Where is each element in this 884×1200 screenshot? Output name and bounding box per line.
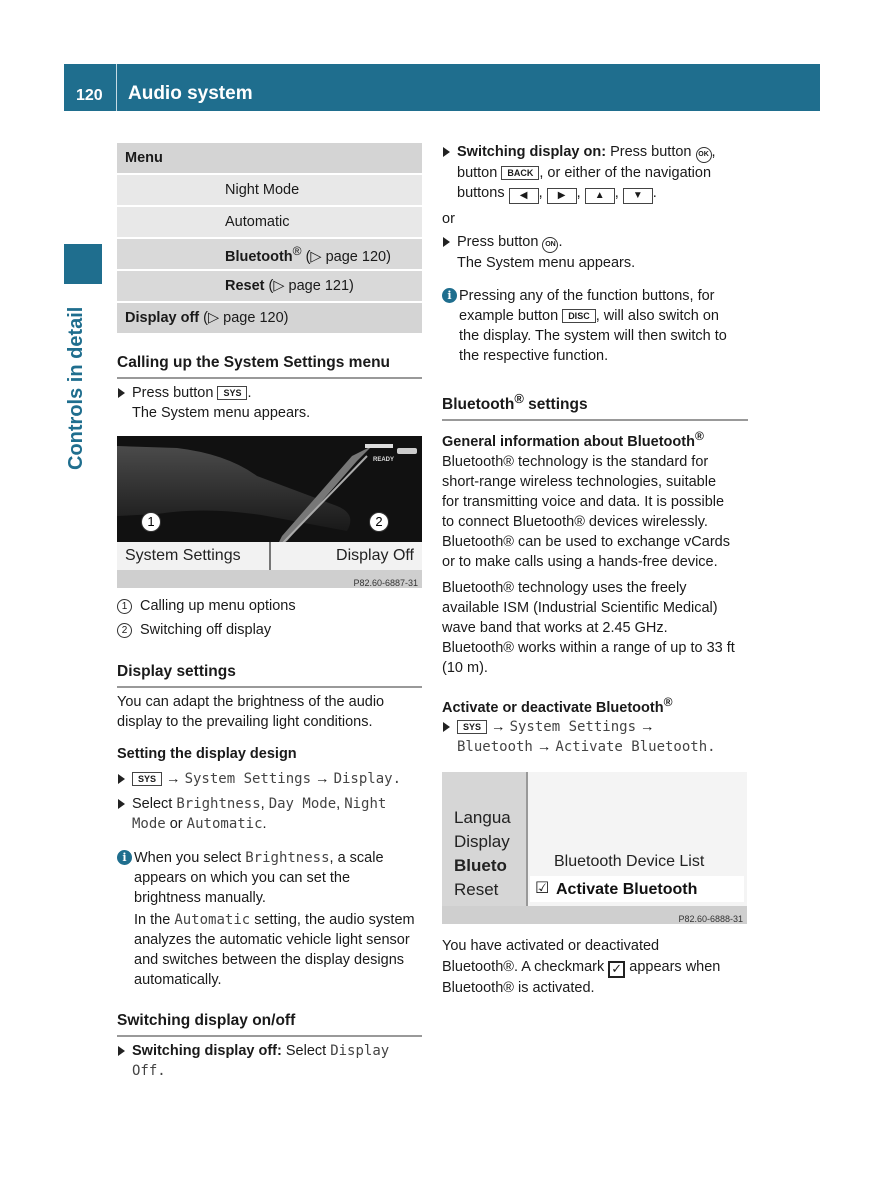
step-result: The System menu appears. <box>132 405 311 421</box>
note-text: , a scale <box>329 850 384 866</box>
menu-option: Day Mode <box>268 796 337 812</box>
step-bold: Switching display off: <box>132 1043 282 1059</box>
screen-menu-list <box>454 806 511 902</box>
side-tab-marker <box>64 244 102 284</box>
cell-label: Reset <box>225 278 265 294</box>
image-caption-bar <box>442 906 747 924</box>
step-result: The System menu appears. <box>457 255 636 271</box>
arrow-text: → <box>636 719 655 735</box>
info-note-brightness <box>117 848 439 990</box>
menu-path: Bluetooth <box>457 739 533 755</box>
result-line: Bluetooth® is activated. <box>442 980 595 996</box>
paragraph-line: to connect Bluetooth® devices wirelessly. <box>442 514 708 530</box>
menu-header-cell: Menu <box>117 143 422 174</box>
bluetooth-paragraph-2 <box>442 578 752 678</box>
ok-button-icon: OK <box>696 147 712 163</box>
step-text: Select <box>132 796 177 812</box>
note-text: When you select <box>134 850 246 866</box>
note-text: brightness manually. <box>134 890 266 906</box>
checkmark-icon: ✓ <box>608 961 625 978</box>
menu-option: Automatic <box>186 816 263 832</box>
cell-label: Bluetooth <box>225 248 293 265</box>
step-text: Press button <box>457 234 543 250</box>
display-intro <box>117 692 422 732</box>
result-line: You have activated or deactivated <box>442 938 660 954</box>
callout-1: 1 <box>141 512 161 532</box>
menu-cell-display-off <box>117 302 422 334</box>
paragraph-line: Bluetooth® technology is the standard for <box>442 454 709 470</box>
on-button-icon: ON <box>542 237 558 253</box>
note-text: the display. The system will then switch to <box>459 328 727 344</box>
note-text: and switches between the display designs <box>134 952 405 968</box>
subheading-general-bluetooth <box>442 426 704 452</box>
table-row <box>117 174 422 206</box>
legend-text: Switching off display <box>140 622 272 638</box>
step-text: or <box>165 816 187 832</box>
intro-line: You can adapt the brightness of the audio <box>117 694 385 710</box>
disc-key-icon: DISC <box>562 309 596 323</box>
menu-cell-automatic: Automatic <box>117 206 422 238</box>
screen-menu-item: Display <box>454 832 510 851</box>
callout-2: 2 <box>369 512 389 532</box>
subheading-display-design: Setting the display design <box>117 746 297 762</box>
heading-text: Activate or deactivate Bluetooth <box>442 699 664 716</box>
step-press-on: Press button ON . The System menu appears. <box>442 232 763 273</box>
section-heading-switching: Switching display on/off <box>117 1011 422 1037</box>
registered-mark: ® <box>663 695 673 709</box>
callout-legend-2 <box>117 620 271 640</box>
menu-option: Brightness <box>245 850 330 866</box>
callout-number-icon: 1 <box>117 599 132 614</box>
result-line: Bluetooth®. A checkmark <box>442 959 609 975</box>
paragraph-line: Bluetooth® technology uses the freely <box>442 580 687 596</box>
softkey-display-off: Display Off <box>336 547 414 564</box>
ready-indicator: READY <box>372 457 394 463</box>
screen-item-activate-label: Activate Bluetooth <box>556 881 698 898</box>
screen-item-device-list: Bluetooth Device List <box>554 853 705 870</box>
step-text: Press button <box>132 385 218 401</box>
menu-option: Brightness <box>176 796 261 812</box>
image-code: P82.60-6888-31 <box>678 914 743 924</box>
menu-option: Mode <box>132 816 166 832</box>
step-bold: Switching display on: <box>457 144 607 160</box>
menu-cell-night-mode: Night Mode <box>117 174 422 206</box>
section-heading-display-settings: Display settings <box>117 662 422 688</box>
step-text: Select <box>281 1043 331 1059</box>
checkbox-icon: ☑ <box>535 880 550 897</box>
registered-mark: ® <box>514 391 524 406</box>
table-row <box>117 270 422 302</box>
screen-menu-item: Reset <box>454 880 499 899</box>
heading-text: General information about Bluetooth <box>442 433 695 450</box>
result-line: appears when <box>625 959 721 975</box>
table-row <box>117 143 422 174</box>
menu-option: Automatic <box>174 912 251 928</box>
bluetooth-paragraph-1 <box>442 452 752 572</box>
paragraph-line: wave band that works at 2.45 GHz. <box>442 620 668 636</box>
note-text: , will also switch on <box>595 308 719 324</box>
arrow-text: → <box>487 719 510 735</box>
note-paragraph <box>134 910 439 930</box>
arrow-text: → <box>532 739 556 755</box>
step-switch-off <box>117 1041 432 1081</box>
screen-menu-item: Langua <box>454 808 511 827</box>
arrow-text: → <box>311 771 334 787</box>
section-heading-bluetooth <box>442 389 748 421</box>
page-title: Audio system <box>128 83 253 104</box>
menu-option: Off. <box>132 1063 166 1079</box>
back-key-icon: BACK <box>501 166 539 180</box>
nav-left-icon: ◀ <box>509 188 539 204</box>
menu-path: System Settings <box>184 771 312 787</box>
menu-path: Display. <box>333 771 402 787</box>
menu-table <box>117 143 422 335</box>
step-switch-on: Switching display on: Press button OK , button BACK , or either of the navigation buttons ◀ , ▶ , ▲ , ▼ . <box>442 142 763 204</box>
subheading-activate-bluetooth <box>442 692 672 718</box>
menu-cell-reset <box>117 270 422 302</box>
nav-right-icon: ▶ <box>547 188 577 204</box>
callout-number-icon: 2 <box>117 623 132 638</box>
note-text: automatically. <box>134 972 222 988</box>
heading-text: settings <box>523 396 588 414</box>
menu-path: System Settings <box>509 719 637 735</box>
paragraph-line: for transmitting voice and data. It is possible <box>442 494 725 510</box>
sys-key-icon: SYS <box>457 720 487 734</box>
paragraph-line: short-range wireless technologies, suitable <box>442 474 717 490</box>
note-text: In the <box>134 912 175 928</box>
image-caption-bar <box>117 570 422 588</box>
step-press-sys: Press button SYS . The System menu appears. <box>117 383 422 423</box>
note-text: setting, the audio system <box>250 912 415 928</box>
bluetooth-result-text <box>442 936 748 999</box>
note-text: analyzes the automatic vehicle light sensor <box>134 932 410 948</box>
screen-softkey-bar <box>117 542 422 570</box>
note-text: Pressing any of the function buttons, for <box>459 288 715 304</box>
system-screen-image <box>117 436 422 588</box>
header-separator <box>116 64 117 111</box>
table-row <box>117 238 422 270</box>
page-reference: (▷ page 120) <box>301 248 391 265</box>
menu-option: Night <box>344 796 387 812</box>
paragraph-line: (10 m). <box>442 660 488 676</box>
paragraph-line: available ISM (Industrial Scientific Medical) <box>442 600 718 616</box>
bluetooth-screen-image <box>442 772 747 924</box>
side-section-label: Controls in detail <box>65 306 87 470</box>
paragraph-line: Bluetooth® works within a range of up to 33 ft <box>442 640 735 656</box>
page-number: 120 <box>76 87 103 104</box>
or-text: or <box>442 211 455 227</box>
screen-menu-item-selected: Blueto <box>454 856 507 875</box>
softkey-system-settings: System Settings <box>125 547 241 564</box>
registered-mark: ® <box>292 244 302 259</box>
cell-label: Display off <box>125 310 200 326</box>
info-icon: i <box>117 850 132 865</box>
table-row <box>117 302 422 334</box>
arrow-text: → <box>162 771 185 787</box>
note-text: appears on which you can set the <box>134 870 351 886</box>
step-text: Press button <box>606 144 696 160</box>
page-reference: (▷ page 121) <box>264 278 354 294</box>
step-text: buttons <box>457 185 509 201</box>
registered-mark: ® <box>694 429 704 443</box>
legend-text: Calling up menu options <box>140 598 296 614</box>
info-note-function-buttons <box>442 286 765 366</box>
step-text: button <box>457 165 502 181</box>
paragraph-line: or to make calls using a hands-free device. <box>442 554 718 570</box>
nav-down-icon: ▼ <box>623 188 653 204</box>
step-activate-bluetooth <box>442 717 763 757</box>
step-text: , or either of the navigation <box>539 165 712 181</box>
softkey-divider <box>269 542 271 570</box>
screen-item-activate <box>530 876 744 902</box>
menu-cell-bluetooth <box>117 238 422 270</box>
info-icon: i <box>442 288 457 303</box>
page-header <box>64 64 820 111</box>
step-display-design-2: Select Brightness, Day Mode, Night Mode or Automatic. <box>117 794 432 834</box>
sys-key-icon: SYS <box>132 772 162 786</box>
paragraph-line: Bluetooth® can be used to exchange vCards <box>442 534 730 550</box>
section-heading-system-settings: Calling up the System Settings menu <box>117 353 422 379</box>
step-display-design-1 <box>117 769 432 789</box>
table-row <box>117 206 422 238</box>
screen-left-menu <box>442 772 526 906</box>
nav-up-icon: ▲ <box>585 188 615 204</box>
menu-path: Activate Bluetooth. <box>555 739 716 755</box>
sys-key-icon: SYS <box>217 386 247 400</box>
page-reference: (▷ page 120) <box>199 310 289 326</box>
heading-text: Bluetooth <box>442 396 515 414</box>
note-text: the respective function. <box>459 348 609 364</box>
intro-line: display to the prevailing light conditions. <box>117 714 373 730</box>
callout-legend-1 <box>117 596 296 616</box>
menu-option: Display <box>330 1043 390 1059</box>
image-code: P82.60-6887-31 <box>353 578 418 588</box>
note-text: example button <box>459 308 563 324</box>
screen-divider <box>526 772 528 906</box>
